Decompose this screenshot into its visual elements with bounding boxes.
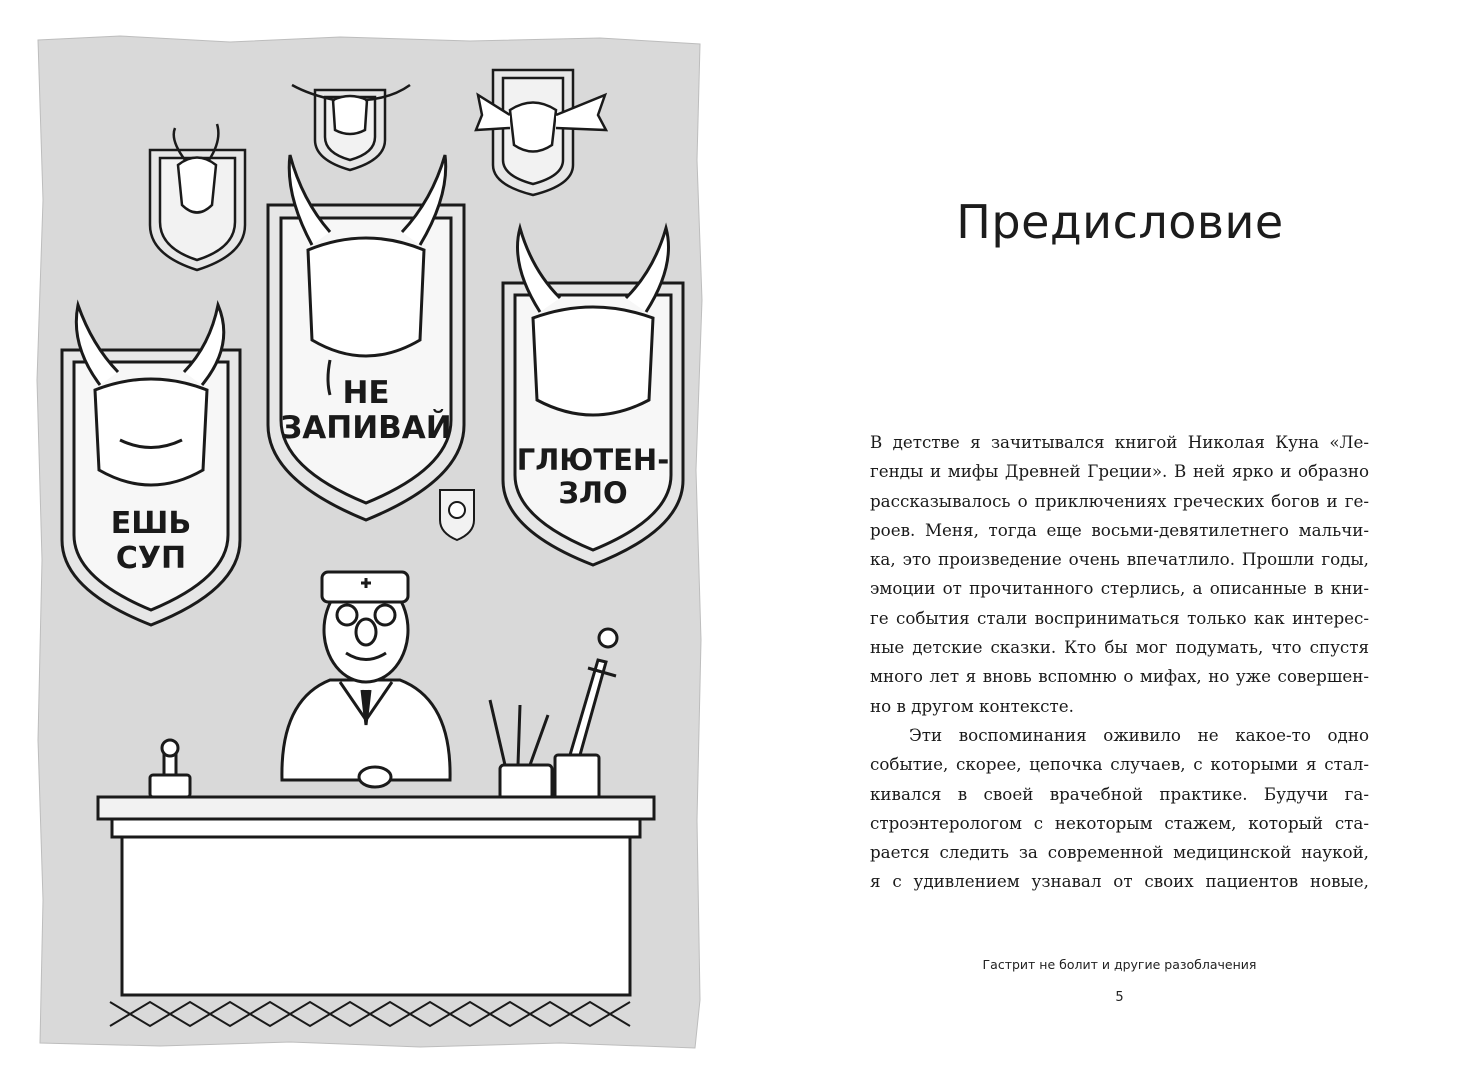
dragon-trophy-left [62,305,240,625]
text-line: Эти воспоминания оживило не какое-то одно [909,724,1369,745]
text-line: строэнтерологом с некоторым стажем, который ста- [870,812,1369,833]
shield-center-line-2: ЗАПИВАЙ [280,410,452,446]
text-line: но в другом контексте. [870,695,1074,716]
dragon-trophy-center [268,155,464,520]
shield-left-line-2: СУП [115,541,187,576]
page-number: 5 [1115,990,1124,1005]
shield-left-line-1: ЕШЬ [110,506,192,541]
text-line: роев. Меня, тогда еще восьми-девятилетнего мальчи- [870,519,1369,540]
text-line: кивался в своей врачебной практике. Будучи га- [870,783,1369,804]
shield-right-line-2: ЗЛО [558,476,628,510]
text-line: событие, скорее, цепочка случаев, с которыми я стал- [870,754,1369,775]
shield-center-line-1: НЕ [342,375,390,411]
text-line: ные детские сказки. Кто бы мог подумать, что спустя [870,637,1369,658]
text-line: рается следить за современной медицинской наукой, [870,842,1369,863]
text-line: рассказывалось о приключениях греческих богов и ге- [870,490,1369,511]
desk [98,797,654,995]
chapter-title: Предисловие [956,195,1284,249]
body-paragraphs [870,428,1369,897]
text-line: ге события стали восприниматься только как интерес- [870,607,1369,628]
running-footer: Гастрит не болит и другие разоблачения [982,957,1257,972]
tiny-dragon-trophy [440,490,474,540]
text-line: эмоции от прочитанного стерлись, а описанные в кни- [870,578,1369,599]
text-line: генды и мифы Древней Греции». В ней ярко и образно [870,461,1369,482]
text-line: я с удивлением узнавал от своих пациентов новые, [870,871,1369,892]
illustration-doctor-with-dragon-trophies [0,0,736,1080]
text-line: много лет я вновь вспомню о мифах, но уже совершен- [870,666,1369,687]
shield-right-line-1: ГЛЮТЕН- [516,443,670,477]
text-line: ка, это произведение очень впечатлило. Прошли годы, [870,549,1369,570]
text-line: В детстве я зачитывался книгой Николая Куна «Ле- [870,432,1369,452]
